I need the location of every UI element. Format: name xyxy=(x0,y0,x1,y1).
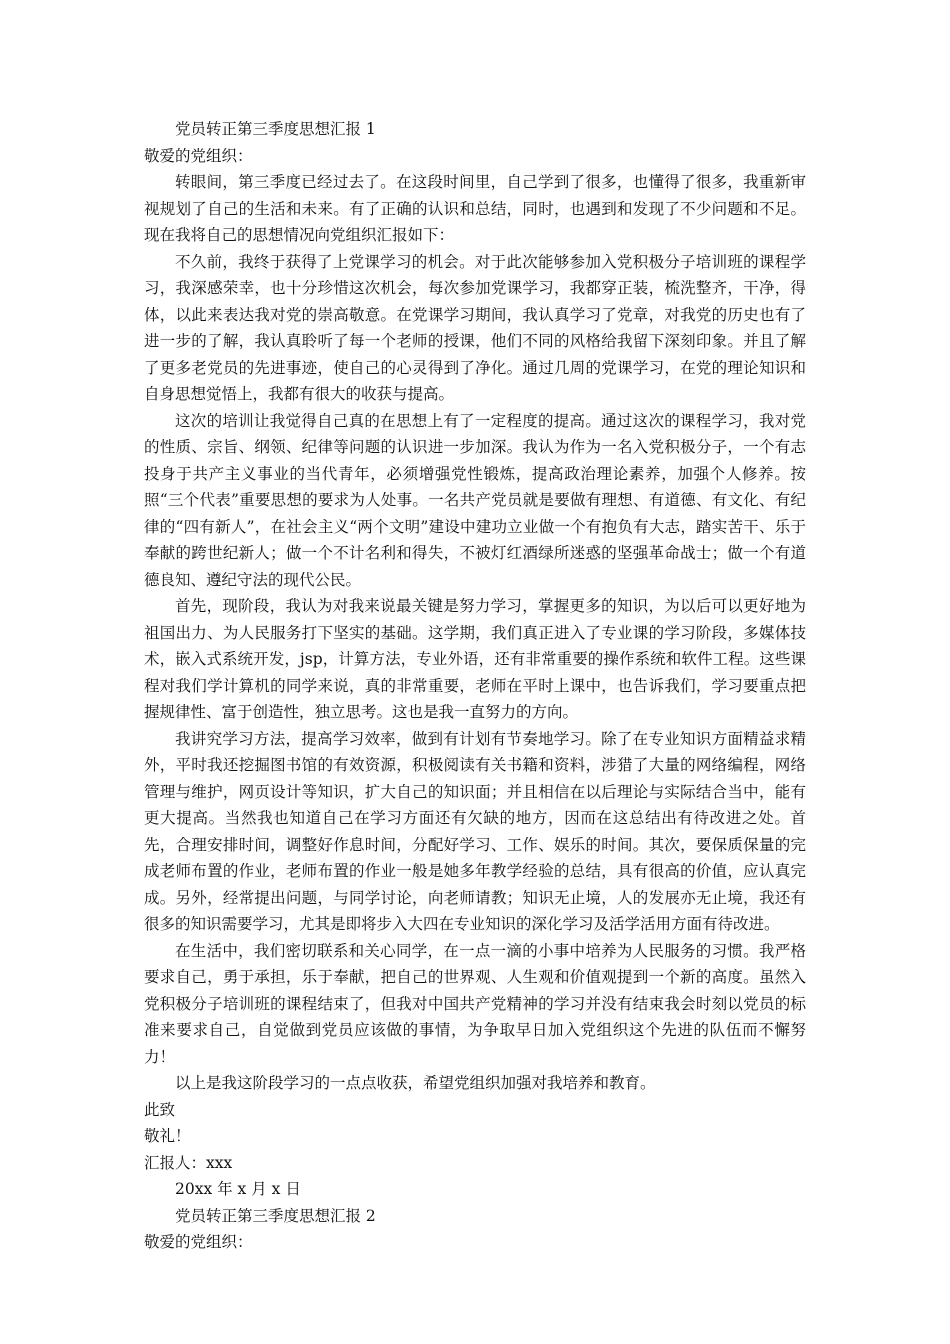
document-page xyxy=(144,116,806,1256)
report-date: 20xx 年 x 月 x 日 xyxy=(175,1180,301,1198)
paragraph-6: 在生活中，我们密切联系和关心同学，在一点一滴的小事中培养为人民服务的习惯。我严格要求自己，勇于承担，乐于奉献，把自己的世界观、人生观和价值观提到一个新的高度。虽然入党积极分子培训班的课程结束了，但我对中国共产党精神的学习并没有结束我会时刻以党员的标准来要求自己，自觉做到党员应该做的事情，为争取早日加入党组织这个先进的队伍而不懈努力！ xyxy=(144,941,806,1066)
reporter-line: 汇报人：xxx xyxy=(144,1153,233,1172)
paragraph-3: 这次的培训让我觉得自己真的在思想上有了一定程度的提高。通过这次的课程学习，我对党的性质、宗旨、纲领、纪律等问题的认识进一步加深。我认为作为一名入党积极分子，一个有志投身于共产主义事业的当代青年，必须增强党性锻炼，提高政治理论素养，加强个人修养。按照“三个代表”重要思想的要求为人处事。一名共产党员就是要做有理想、有道德、有文化、有纪律的“四有新人”，在社会主义“两个文明”建设中建功立业做一个有抱负有大志，踏实苦干、乐于奉献的跨世纪新人；做一个不计名利和得失，不被灯红酒绿所迷惑的坚强革命战士；做一个有道德良知、遵纪守法的现代公民。 xyxy=(144,411,806,589)
paragraph-4: 首先，现阶段，我认为对我来说最关键是努力学习，掌握更多的知识，为以后可以更好地为祖国出力、为人民服务打下坚实的基础。这学期，我们真正进入了专业课的学习阶段，多媒体技术，嵌入式系统开发，jsp，计算方法，专业外语，还有非常重要的操作系统和软件工程。这些课程对我们学计算机的同学来说，真的非常重要，老师在平时上课中，也告诉我们，学习要重点把握规律性、富于创造性，独立思考。这也是我一直努力的方向。 xyxy=(144,597,806,721)
paragraph-1: 转眼间，第三季度已经过去了。在这段时间里，自己学到了很多，也懂得了很多，我重新审视规划了自己的生活和未来。有了正确的认识和总结，同时，也遇到和发现了不少问题和不足。现在我将自己的思想情况向党组织汇报如下： xyxy=(144,173,806,244)
report-title-2: 党员转正第三季度思想汇报 2 xyxy=(175,1206,376,1225)
salutation-2: 敬爱的党组织： xyxy=(144,1233,253,1251)
paragraph-5: 我讲究学习方法，提高学习效率，做到有计划有节奏地学习。除了在专业知识方面精益求精外，平时我还挖掘图书馆的有效资源，积极阅读有关书籍和资料，涉猎了大量的网络编程，网络管理与维护，网页设计等知识，扩大自己的知识面；并且相信在以后理论与实际结合当中，能有更大提高。当然我也知道自己在学习方面还有欠缺的地方，因而在这总结出有待改进之处。首先，合理安排时间，调整好作息时间，分配好学习、工作、娱乐的时间。其次，要保质保量的完成老师布置的作业，老师布置的作业一般是她多年教学经验的总结，具有很高的价值，应认真完成。另外，经常提出问题，与同学讨论，向老师请教；知识无止境，人的发展亦无止境，我还有很多的知识需要学习，尤其是即将步入大四在专业知识的深化学习及活学活用方面有待改进。 xyxy=(144,729,806,933)
report-title-1: 党员转正第三季度思想汇报 1 xyxy=(175,120,376,138)
paragraph-2: 不久前，我终于获得了上党课学习的机会。对于此次能够参加入党积极分子培训班的课程学习，我深感荣幸，也十分珍惜这次机会，每次参加党课学习，我都穿正装，梳洗整齐，干净，得体，以此来表达我对党的崇高敬意。在党课学习期间，我认真学习了党章，对我党的历史也有了进一步的了解，我认真聆听了每一个老师的授课，他们不同的风格给我留下深刻印象。并且了解了更多老党员的先进事迹，使自己的心灵得到了净化。通过几周的党课学习，在党的理论知识和自身思想觉悟上，我都有很大的收获与提高。 xyxy=(144,252,806,403)
salutation-1: 敬爱的党组织： xyxy=(144,146,253,165)
paragraph-7: 以上是我这阶段学习的一点点收获，希望党组织加强对我培养和教育。 xyxy=(175,1074,656,1092)
closing-line-2: 敬礼！ xyxy=(144,1127,191,1145)
closing-line-1: 此致 xyxy=(144,1100,176,1119)
